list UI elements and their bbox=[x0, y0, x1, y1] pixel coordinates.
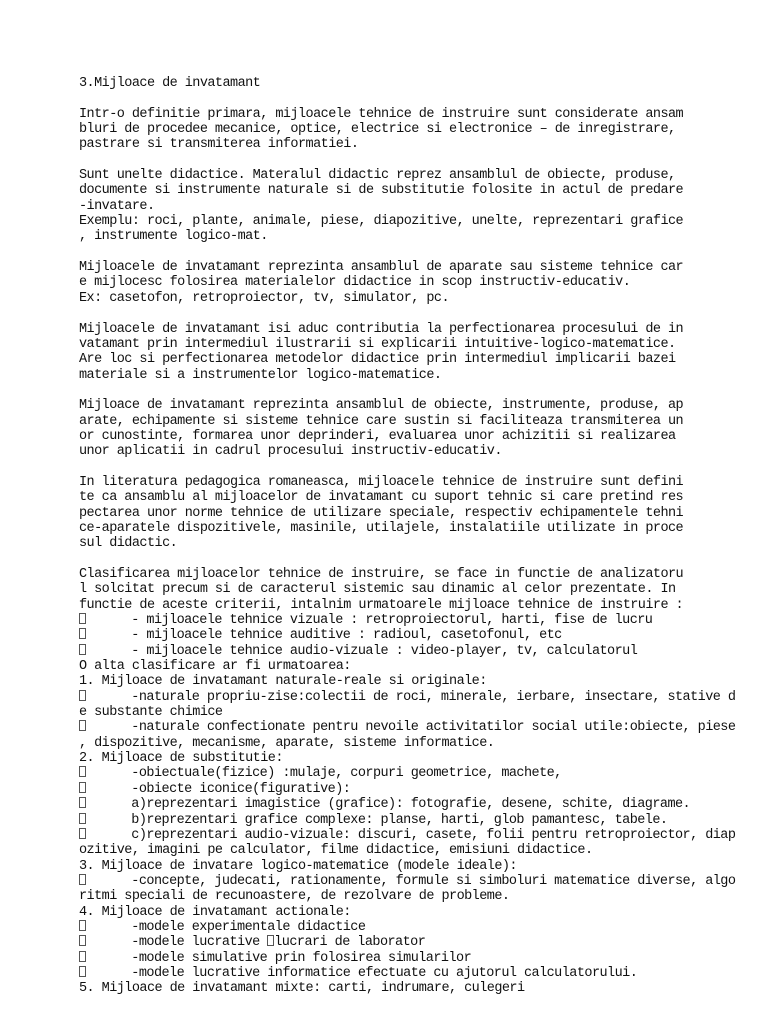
text-line: functie de aceste criterii, intalnim urmatoarele mijloace tehnice de instruire : bbox=[79, 597, 684, 613]
text-line: e mijlocesc folosirea materialelor didactice in scop instructiv-educativ. bbox=[79, 275, 631, 291]
missing-glyph-icon bbox=[79, 797, 86, 808]
missing-glyph-icon bbox=[79, 935, 86, 946]
paragraph-gap bbox=[79, 552, 768, 567]
text-line: 3. Mijloace de invatare logico-matematice (modele ideale): bbox=[79, 858, 517, 874]
text-line: -modele lucrative lucrari de laborator bbox=[79, 935, 768, 950]
paragraph-gap bbox=[79, 91, 768, 106]
missing-glyph-icon bbox=[79, 782, 86, 793]
text-line: - mijloacele tehnice auditive : radioul, casetofonul, etc bbox=[79, 628, 768, 643]
paragraph-gap bbox=[79, 460, 768, 475]
text-line: pastrare si transmiterea informatiei. bbox=[79, 137, 359, 153]
text-line: Ex: casetofon, retroproiector, tv, simulator, pc. bbox=[79, 290, 450, 306]
text-line: te ca ansamblu al mijloacelor de invatamant cu suport tehnic si care pretind res bbox=[79, 490, 684, 506]
text-line: pectarea unor norme tehnice de utilizare speciale, respectiv echipamentele tehni bbox=[79, 505, 684, 521]
text-line: 3.Mijloace de invatamant bbox=[79, 76, 261, 91]
missing-glyph-icon bbox=[79, 874, 86, 885]
text-line: Exemplu: roci, plante, animale, piese, diapozitive, unelte, reprezentari grafice bbox=[79, 214, 684, 230]
missing-glyph-icon bbox=[79, 613, 86, 624]
document-text bbox=[79, 76, 768, 997]
text-line: -modele experimentale didactice bbox=[79, 920, 768, 935]
text-line: -modele simulative prin folosirea simularilor bbox=[79, 951, 768, 966]
text-line: ritmi speciali de recunoastere, de rezolvare de probleme. bbox=[79, 889, 510, 905]
text-line: -invatare. bbox=[79, 198, 155, 214]
missing-glyph-icon bbox=[79, 813, 86, 824]
missing-glyph-icon bbox=[79, 951, 86, 962]
text-line: Sunt unelte didactice. Materalul didactic reprez ansamblul de obiecte, produse, bbox=[79, 168, 676, 184]
text-line: ce-aparatele dispozitivele, masinile, utilajele, instalatiile utilizate in proce bbox=[79, 520, 684, 536]
text-line: -concepte, judecati, rationamente, formule si simboluri matematice diverse, algo bbox=[79, 874, 768, 889]
text-line: -modele lucrative informatice efectuate cu ajutorul calculatorului. bbox=[79, 966, 768, 981]
missing-glyph-icon bbox=[79, 920, 86, 931]
text-line: bluri de procedee mecanice, optice, electrice si electronice – de inregistrare, bbox=[79, 122, 676, 138]
text-line: l solcitat precum si de caracterul sistemic sau dinamic al celor prezentate. In bbox=[79, 582, 676, 598]
text-line: sul didactic. bbox=[79, 536, 178, 552]
text-line: , instrumente logico-mat. bbox=[79, 229, 268, 245]
text-line: Mijloacele de invatamant isi aduc contributia la perfectionarea procesului de in bbox=[79, 321, 684, 337]
text-line: ozitive, imagini pe calculator, filme didactice, emisiuni didactice. bbox=[79, 843, 593, 859]
text-line: 2. Mijloace de substitutie: bbox=[79, 751, 283, 767]
text-line: -obiecte iconice(figurative): bbox=[79, 782, 768, 797]
missing-glyph-icon bbox=[79, 720, 86, 731]
text-line: O alta clasificare ar fi urmatoarea: bbox=[79, 659, 351, 675]
text-line: , dispozitive, mecanisme, aparate, sisteme informatice. bbox=[79, 735, 495, 751]
text-line: unor aplicatii in cadrul procesului instructiv-educativ. bbox=[79, 444, 502, 460]
missing-glyph-icon bbox=[267, 935, 274, 946]
text-line: e substante chimice bbox=[79, 705, 223, 721]
text-line: a)reprezentari imagistice (grafice): fotografie, desene, schite, diagrame. bbox=[79, 797, 768, 812]
text-line: Mijloacele de invatamant reprezinta ansamblul de aparate sau sisteme tehnice car bbox=[79, 260, 684, 276]
missing-glyph-icon bbox=[79, 644, 86, 655]
text-line: Mijloace de invatamant reprezinta ansamblul de obiecte, instrumente, produse, ap bbox=[79, 398, 684, 414]
text-line: or cunostinte, formarea unor deprinderi, evaluarea unor achizitii si realizarea bbox=[79, 428, 676, 444]
text-line: - mijloacele tehnice vizuale : retroproiectorul, harti, fise de lucru bbox=[79, 613, 768, 628]
missing-glyph-icon bbox=[79, 966, 86, 977]
missing-glyph-icon bbox=[79, 766, 86, 777]
text-line: - mijloacele tehnice audio-vizuale : video-player, tv, calculatorul bbox=[79, 644, 768, 659]
paragraph-gap bbox=[79, 306, 768, 321]
text-line: c)reprezentari audio-vizuale: discuri, casete, folii pentru retroproiector, diap bbox=[79, 828, 768, 843]
text-line: Intr-o definitie primara, mijloacele tehnice de instruire sunt considerate ansam bbox=[79, 106, 684, 122]
text-line: -naturale confectionate pentru nevoile activitatilor social utile:obiecte, piese bbox=[79, 720, 768, 735]
text-line: In literatura pedagogica romaneasca, mijloacele tehnice de instruire sunt defini bbox=[79, 474, 684, 490]
text-line: arate, echipamente si sisteme tehnice care sustin si faciliteaza transmiterea un bbox=[79, 413, 684, 429]
text-line: materiale si a instrumentelor logico-matematice. bbox=[79, 367, 442, 383]
text-line: 4. Mijloace de invatamant actionale: bbox=[79, 904, 351, 920]
missing-glyph-icon bbox=[79, 628, 86, 639]
paragraph-gap bbox=[79, 245, 768, 260]
text-line: Are loc si perfectionarea metodelor didactice prin intermediul implicarii bazei bbox=[79, 352, 676, 368]
text-line: b)reprezentari grafice complexe: planse, harti, glob pamantesc, tabele. bbox=[79, 813, 768, 828]
missing-glyph-icon bbox=[79, 828, 86, 839]
text-line: -obiectuale(fizice) :mulaje, corpuri geometrice, machete, bbox=[79, 766, 768, 781]
text-line: 1. Mijloace de invatamant naturale-reale si originale: bbox=[79, 674, 487, 690]
text-line: 5. Mijloace de invatamant mixte: carti, indrumare, culegeri bbox=[79, 981, 525, 997]
text-line: Clasificarea mijloacelor tehnice de instruire, se face in functie de analizatoru bbox=[79, 567, 684, 582]
paragraph-gap bbox=[79, 153, 768, 168]
missing-glyph-icon bbox=[79, 690, 86, 701]
text-line: documente si instrumente naturale si de substitutie folosite in actul de predare bbox=[79, 183, 684, 199]
paragraph-gap bbox=[79, 383, 768, 398]
text-line: vatamant prin intermediul ilustrarii si explicarii intuitive-logico-matematice. bbox=[79, 336, 676, 352]
text-line: -naturale propriu-zise:colectii de roci, minerale, ierbare, insectare, stative d bbox=[79, 690, 768, 705]
